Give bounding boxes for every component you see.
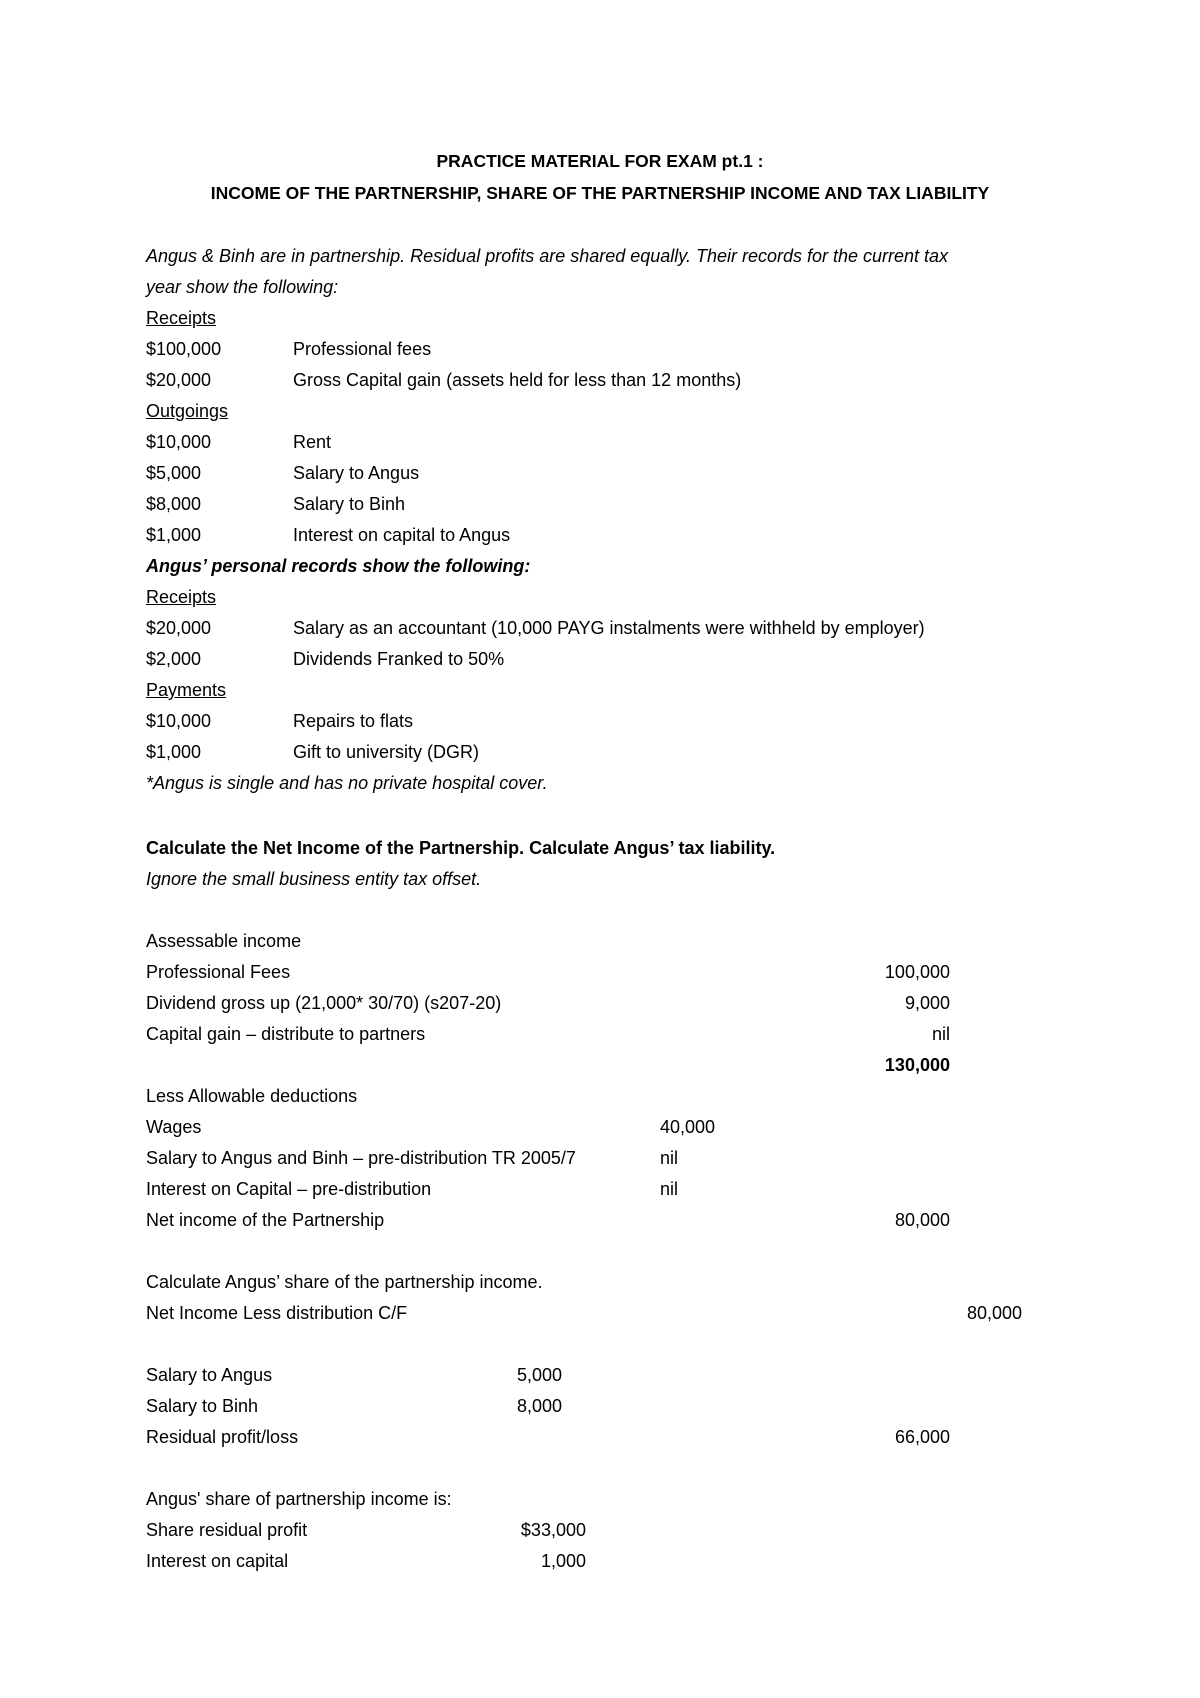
receipt-amount: $20,000 (146, 370, 212, 390)
residual-value: 66,000 (894, 1427, 950, 1447)
outgoing-amount: $10,000 (146, 432, 212, 452)
outgoing-desc: Rent (293, 432, 332, 452)
payments-heading: Payments (146, 680, 227, 700)
question-text: Calculate the Net Income of the Partnership. Calculate Angus’ tax liability. (146, 838, 776, 858)
outgoing-amount: $5,000 (146, 463, 202, 483)
residual-label: Residual profit/loss (146, 1427, 299, 1447)
personal-receipts-heading: Receipts (146, 587, 217, 607)
assessable-value: nil (931, 1024, 950, 1044)
intro-line-1: Angus & Binh are in partnership. Residual profits are shared equally. Their records for the current tax (146, 246, 949, 266)
assessable-value: 100,000 (884, 962, 950, 982)
angus-share-value: 1,000 (540, 1551, 586, 1571)
salary-value: 8,000 (517, 1396, 563, 1416)
carried-forward-label: Net Income Less distribution C/F (146, 1303, 408, 1323)
carried-forward-value: 80,000 (966, 1303, 1022, 1323)
assessable-total: 130,000 (884, 1055, 950, 1075)
question-note: Ignore the small business entity tax offset. (146, 869, 482, 889)
deduction-value: nil (660, 1179, 679, 1199)
deduction-value: 40,000 (660, 1117, 716, 1137)
salary-value: 5,000 (517, 1365, 563, 1385)
receipt-amount: $100,000 (146, 339, 222, 359)
personal-receipt-amount: $2,000 (146, 649, 202, 669)
personal-receipt-amount: $20,000 (146, 618, 212, 638)
outgoing-desc: Salary to Angus (293, 463, 420, 483)
payment-amount: $10,000 (146, 711, 212, 731)
angus-share-label: Share residual profit (146, 1520, 308, 1540)
angus-share-label: Interest on capital (146, 1551, 289, 1571)
net-income-value: 80,000 (894, 1210, 950, 1230)
angus-share-value: $33,000 (520, 1520, 586, 1540)
outgoings-heading: Outgoings (146, 401, 229, 421)
receipt-desc: Gross Capital gain (assets held for less than 12 months) (293, 370, 742, 390)
payment-desc: Repairs to flats (293, 711, 414, 731)
deduction-value: nil (660, 1148, 679, 1168)
deduction-label: Salary to Angus and Binh – pre-distribution TR 2005/7 (146, 1148, 576, 1168)
personal-receipt-desc: Salary as an accountant (10,000 PAYG instalments were withheld by employer) (293, 618, 925, 638)
outgoing-amount: $1,000 (146, 525, 202, 545)
payment-amount: $1,000 (146, 742, 202, 762)
outgoing-desc: Interest on capital to Angus (293, 525, 511, 545)
personal-note: *Angus is single and has no private hospital cover. (146, 773, 548, 793)
personal-receipt-desc: Dividends Franked to 50% (293, 649, 505, 669)
payment-desc: Gift to university (DGR) (293, 742, 480, 762)
share-calc-heading: Calculate Angus’ share of the partnership income. (146, 1272, 543, 1292)
intro-line-2: year show the following: (146, 277, 339, 297)
assessable-label: Dividend gross up (21,000* 30/70) (s207-20) (146, 993, 502, 1013)
partnership-receipts-heading: Receipts (146, 308, 217, 328)
net-income-label: Net income of the Partnership (146, 1210, 385, 1230)
deduction-label: Wages (146, 1117, 202, 1137)
angus-share-heading: Angus' share of partnership income is: (146, 1489, 452, 1509)
assessable-label: Professional Fees (146, 962, 291, 982)
outgoing-desc: Salary to Binh (293, 494, 406, 514)
deduction-label: Interest on Capital – pre-distribution (146, 1179, 432, 1199)
salary-label: Salary to Angus (146, 1365, 273, 1385)
receipt-desc: Professional fees (293, 339, 432, 359)
assessable-heading: Assessable income (146, 931, 302, 951)
salary-label: Salary to Binh (146, 1396, 259, 1416)
personal-records-heading: Angus’ personal records show the following: (146, 556, 531, 576)
title-line-1: PRACTICE MATERIAL FOR EXAM pt.1 : (436, 151, 764, 171)
title-line-2: INCOME OF THE PARTNERSHIP, SHARE OF THE PARTNERSHIP INCOME AND TAX LIABILITY (210, 183, 990, 203)
deductions-heading: Less Allowable deductions (146, 1086, 358, 1106)
assessable-value: 9,000 (904, 993, 950, 1013)
assessable-label: Capital gain – distribute to partners (146, 1024, 426, 1044)
outgoing-amount: $8,000 (146, 494, 202, 514)
